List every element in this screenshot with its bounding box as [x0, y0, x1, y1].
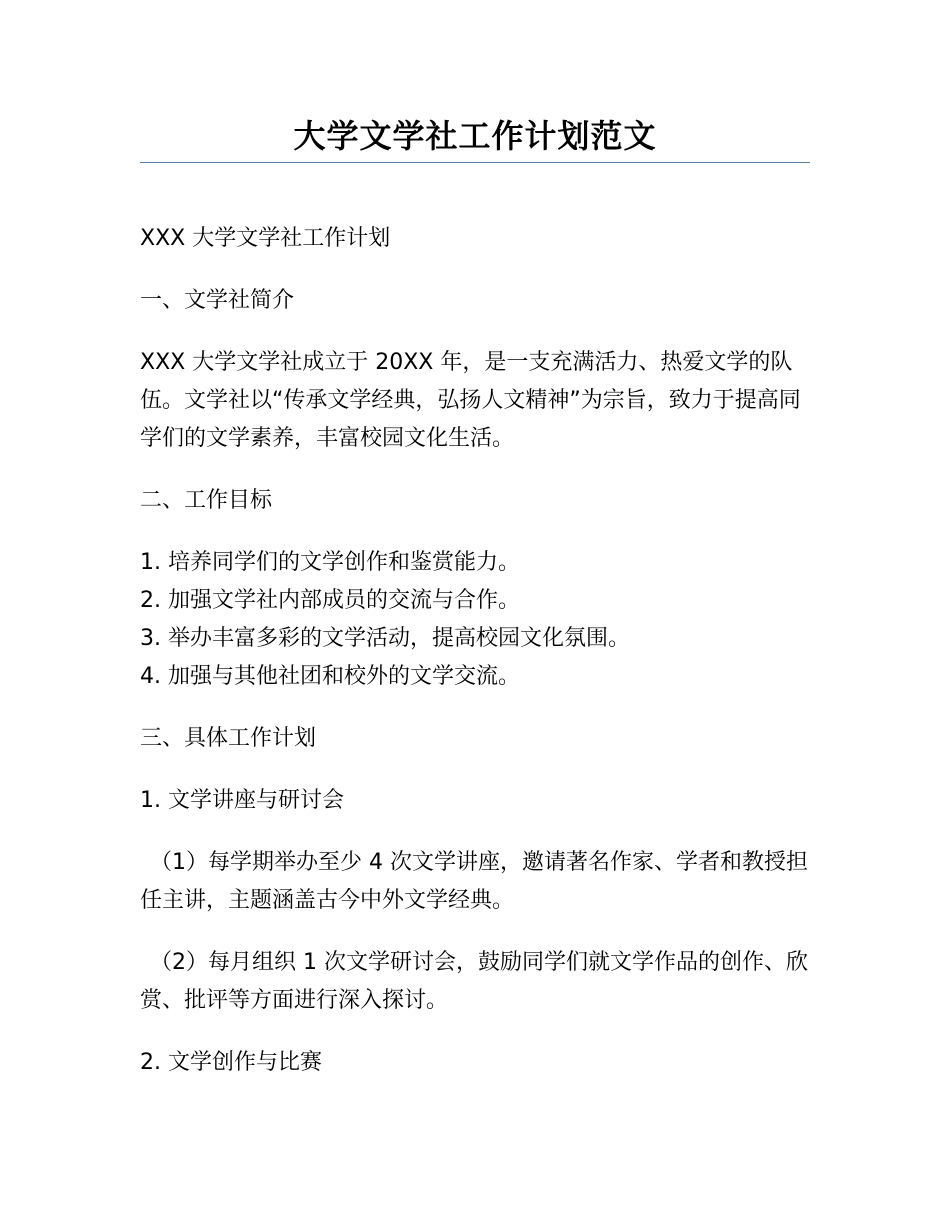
- goal-item: 4. 加强与其他社团和校外的文学交流。: [140, 664, 520, 689]
- subsection-heading-lectures: 1. 文学讲座与研讨会: [140, 788, 344, 813]
- document-body: [140, 220, 812, 1082]
- plan-heading: XXX 大学文学社工作计划: [140, 226, 391, 251]
- document-title: 大学文学社工作计划范文: [293, 117, 657, 155]
- goal-item: 3. 举办丰富多彩的文学活动，提高校园文化氛围。: [140, 626, 630, 651]
- subsection-heading-writing: 2. 文学创作与比赛: [140, 1050, 322, 1075]
- goal-item: 1. 培养同学们的文学创作和鉴赏能力。: [140, 550, 520, 575]
- intro-paragraph: XXX 大学文学社成立于 20XX 年，是一支充满活力、热爱文学的队伍。文学社以“传承文学经典，弘扬人文精神”为宗旨，致力于提高同学们的文学素养，丰富校园文化生活。: [140, 350, 801, 451]
- goal-item: 2. 加强文学社内部成员的交流与合作。: [140, 588, 520, 613]
- section-heading-plan: 三、具体工作计划: [140, 726, 317, 751]
- section-heading-goals: 二、工作目标: [140, 488, 273, 513]
- plan-item-paragraph: （1）每学期举办至少 4 次文学讲座，邀请著名作家、学者和教授担任主讲，主题涵盖古今中外文学经典。: [140, 850, 808, 913]
- section-heading-intro: 一、文学社简介: [140, 288, 295, 313]
- plan-item-paragraph: （2）每月组织 1 次文学研讨会，鼓励同学们就文学作品的创作、欣赏、批评等方面进行深入探讨。: [140, 950, 808, 1013]
- title-underline: [140, 162, 810, 163]
